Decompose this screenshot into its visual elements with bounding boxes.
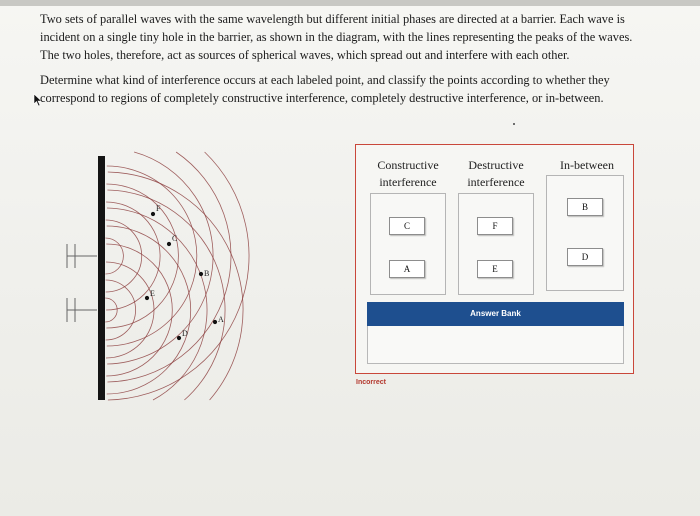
point-d-label: D — [182, 329, 188, 338]
point-c-marker — [167, 242, 171, 246]
column-title-constructive: Constructive interference — [377, 158, 439, 189]
wave-crest — [106, 262, 154, 358]
point-b-label: B — [204, 269, 210, 278]
wave-crest — [108, 152, 249, 400]
answer-card-c[interactable]: C — [389, 217, 425, 235]
bin-in-between[interactable] — [546, 175, 624, 291]
question-paragraph-2: Determine what kind of interference occurs at each labeled point, and classify the points according to whether they correspond to regions of completely constructive interference, completely destructive interference, or in-between. — [40, 73, 610, 105]
wave-diagram — [55, 148, 255, 408]
incoming-wave-upper — [67, 244, 97, 268]
answer-bank[interactable] — [367, 326, 624, 364]
top-edge — [0, 0, 700, 6]
wave-crest — [107, 166, 197, 346]
classification-area — [355, 144, 634, 374]
answer-bank-header: Answer Bank — [367, 302, 624, 326]
point-e-marker — [145, 296, 149, 300]
incoming-wave-lower — [67, 298, 97, 322]
point-b-marker — [199, 272, 203, 276]
column-title-in-between: In-between — [560, 158, 614, 172]
wave-crest — [105, 238, 123, 274]
barrier — [98, 156, 105, 400]
column-title-destructive: Destructive interference — [467, 158, 525, 189]
status-incorrect: Incorrect — [356, 379, 386, 386]
point-f-label: F — [156, 204, 161, 213]
wave-arcs-upper-source — [105, 152, 249, 400]
answer-card-f[interactable]: F — [477, 217, 513, 235]
point-d-marker — [177, 336, 181, 340]
point-a-label: A — [218, 315, 224, 324]
wave-crest — [106, 184, 178, 328]
answer-card-e[interactable]: E — [477, 260, 513, 278]
point-e-label: E — [150, 289, 155, 298]
point-a-marker — [213, 320, 217, 324]
answer-card-b[interactable]: B — [567, 198, 603, 216]
point-c-label: C — [172, 234, 178, 243]
stray-dot — [513, 123, 515, 125]
wave-crest — [106, 244, 172, 376]
point-f-marker — [151, 212, 155, 216]
bin-constructive[interactable] — [370, 193, 446, 295]
question-paragraph-1: Two sets of parallel waves with the same wavelength but different initial phases are directed at a barrier. Each wave is incident on a single tiny hole in the barrier, as shown in the diagram, with the lines representing the peaks of the waves. The two holes, therefore, act as sources of spherical waves, which spread out and interfere with each other. — [40, 12, 633, 62]
bin-destructive[interactable] — [458, 193, 534, 295]
answer-card-d[interactable]: D — [567, 248, 603, 266]
answer-card-a[interactable]: A — [389, 260, 425, 278]
